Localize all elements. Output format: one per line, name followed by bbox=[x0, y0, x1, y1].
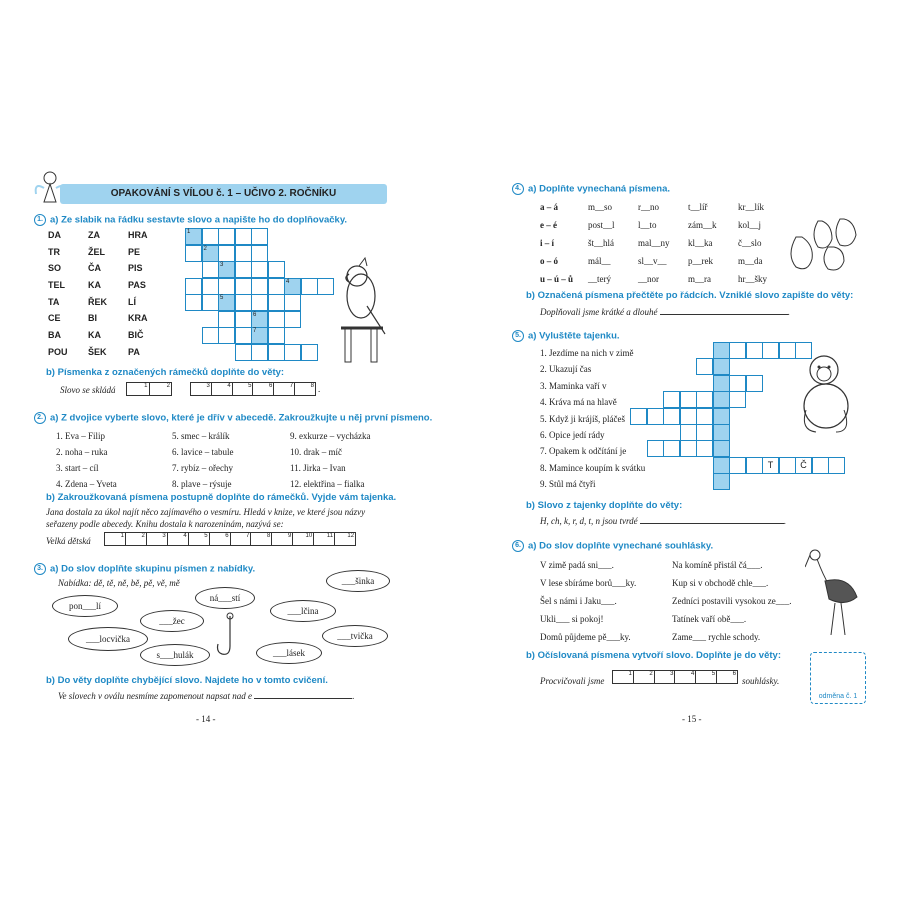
q4-word[interactable]: kr__lík bbox=[738, 202, 764, 212]
syllable-row bbox=[48, 313, 178, 330]
word-oval-9[interactable]: ___tvička bbox=[322, 625, 388, 647]
q2-number: 2. bbox=[34, 412, 46, 424]
crossword-1-cell[interactable] bbox=[268, 294, 285, 311]
syllable: POU bbox=[48, 346, 68, 357]
crossword-2-cell[interactable] bbox=[779, 342, 796, 359]
syllable: ŠEK bbox=[88, 346, 107, 357]
crossword-2-cell[interactable] bbox=[663, 440, 680, 457]
syllable: BI bbox=[88, 313, 97, 324]
answer-box-1b-5[interactable]: 7 bbox=[274, 383, 295, 395]
syllable: BA bbox=[48, 330, 61, 341]
answer-box-2-10[interactable]: 10 bbox=[293, 533, 314, 545]
answer-box-6-2[interactable]: 2 bbox=[634, 671, 655, 683]
q4-word[interactable]: mal__ny bbox=[638, 238, 670, 248]
q4-letter-pair: a – á bbox=[540, 202, 558, 212]
q2-column-2 bbox=[172, 428, 233, 492]
q5-clue-8: 8. Mamince koupím k svátku bbox=[540, 462, 646, 473]
word-oval-1[interactable]: pon___lí bbox=[52, 595, 118, 617]
syllable-row bbox=[48, 263, 178, 280]
title-banner bbox=[60, 184, 387, 204]
cell-number: 5 bbox=[220, 295, 224, 301]
q6-right-sentence-3: Zedníci postavili vysokou ze___. bbox=[672, 596, 792, 606]
crossword-1-cell[interactable] bbox=[218, 245, 235, 262]
answer-boxes-1b[interactable] bbox=[190, 382, 316, 396]
crossword-1-cell[interactable] bbox=[251, 311, 268, 328]
crossword-1-cell[interactable] bbox=[202, 245, 219, 262]
hook-icon bbox=[214, 612, 244, 662]
crossword-1-cell[interactable] bbox=[202, 278, 219, 295]
syllable: PIS bbox=[128, 263, 143, 274]
q4b-sentence: Doplňovali jsme krátké a dlouhé . bbox=[540, 307, 790, 317]
crossword-1-cell[interactable] bbox=[218, 311, 235, 328]
syllable: DA bbox=[48, 230, 61, 240]
q4b-answer-line[interactable] bbox=[660, 314, 788, 315]
crossword-2-cell[interactable] bbox=[696, 391, 713, 408]
q2-pair-2: 6. lavice – tabule bbox=[172, 447, 234, 457]
cell-number: 7 bbox=[253, 328, 257, 334]
answer-box-6-1[interactable]: 1 bbox=[613, 671, 634, 683]
crossword-2-cell[interactable] bbox=[828, 457, 845, 474]
crossword-1-cell[interactable] bbox=[202, 294, 219, 311]
syllable: PA bbox=[128, 346, 140, 357]
answer-box-6-6[interactable]: 6 bbox=[732, 671, 736, 677]
q2-pair-2: 2. noha – ruka bbox=[56, 447, 108, 457]
word-oval-5[interactable]: ___lčina bbox=[270, 600, 336, 622]
crossword-2-cell[interactable] bbox=[680, 408, 697, 425]
q4-row bbox=[540, 252, 790, 270]
q4-word[interactable]: kol__j bbox=[738, 220, 762, 230]
q5-clue-6: 6. Opice jedí rády bbox=[540, 430, 605, 441]
q4-word[interactable]: št__hlá bbox=[588, 238, 614, 248]
q2-pair-3: 11. Jirka – Ivan bbox=[290, 463, 346, 473]
crossword-2-cell[interactable] bbox=[630, 408, 647, 425]
crossword-2-cell[interactable] bbox=[762, 342, 779, 359]
crossword-1-cell[interactable] bbox=[268, 278, 285, 295]
crossword-1-cell[interactable] bbox=[284, 311, 301, 328]
answer-box-6-4[interactable]: 4 bbox=[675, 671, 696, 683]
crossword-2-cell[interactable] bbox=[713, 408, 730, 425]
syllable-row bbox=[48, 347, 178, 364]
q4-word-rows bbox=[540, 198, 790, 288]
reward-box bbox=[810, 652, 866, 704]
q2-answer-label: Velká dětská bbox=[46, 536, 91, 546]
answer-box-6-3[interactable]: 3 bbox=[655, 671, 676, 683]
answer-box-1b-4[interactable]: 6 bbox=[253, 383, 274, 395]
q5-clue-9: 9. Stůl má čtyři bbox=[540, 479, 596, 490]
answer-box-1b-3[interactable]: 5 bbox=[233, 383, 254, 395]
q6-number: 6. bbox=[512, 540, 524, 552]
answer-box-1a-2[interactable]: 2 bbox=[166, 383, 170, 389]
left-page-number: - 14 - bbox=[196, 714, 216, 724]
q6-left-sentences bbox=[540, 556, 636, 646]
crossword-1-cell[interactable] bbox=[185, 245, 202, 262]
crossword-2-cell[interactable] bbox=[713, 358, 730, 375]
answer-box-2-11[interactable]: 11 bbox=[314, 533, 335, 545]
cell-number: 1 bbox=[187, 229, 191, 235]
crossword-1-cell[interactable] bbox=[235, 245, 252, 262]
syllable: SO bbox=[48, 263, 62, 274]
crossword-1-cell[interactable] bbox=[202, 261, 219, 278]
crossword-1-cell[interactable] bbox=[251, 245, 268, 262]
q5-clue-4: 4. Kráva má na hlavě bbox=[540, 397, 617, 408]
syllable-table bbox=[48, 230, 178, 364]
syllable: TEL bbox=[48, 280, 65, 291]
q2-pair-3: 7. rybíz – ořechy bbox=[172, 463, 233, 473]
right-page-number: - 15 - bbox=[682, 714, 702, 724]
q6-right-sentence-1: Na komíně přistál čá___. bbox=[672, 560, 763, 570]
answer-box-1b-6[interactable]: 8 bbox=[310, 383, 314, 389]
q2-pair-2: 10. drak – míč bbox=[290, 447, 342, 457]
q5-clue-3: 3. Maminka vaří v bbox=[540, 380, 607, 391]
q2-pair-4: 12. elektřina – fialka bbox=[290, 479, 365, 489]
crossword-1-cell[interactable] bbox=[268, 261, 285, 278]
q2-pair-4: 8. plave – rýsuje bbox=[172, 479, 232, 489]
stork-icon bbox=[805, 545, 861, 637]
crossword-2-cell[interactable] bbox=[746, 457, 763, 474]
answer-boxes-2[interactable] bbox=[104, 532, 356, 546]
prefilled-letter: T bbox=[767, 459, 774, 470]
syllable: TA bbox=[48, 296, 60, 307]
syllable: BIČ bbox=[128, 330, 144, 341]
crossword-1-cell[interactable] bbox=[301, 278, 318, 295]
crossword-2-cell[interactable] bbox=[647, 408, 664, 425]
q2-column-3 bbox=[290, 428, 370, 492]
q4-row bbox=[540, 270, 790, 288]
q4-word[interactable]: l__to bbox=[638, 220, 657, 230]
q5-clue-2: 2. Ukazují čas bbox=[540, 364, 592, 375]
q4-heading: 4. a) Doplňte vynechaná písmena. bbox=[512, 183, 670, 195]
q5b-sentence: H, ch, k, r, d, t, n jsou tvrdé . bbox=[540, 516, 787, 526]
answer-box-1b-2[interactable]: 4 bbox=[212, 383, 233, 395]
answer-boxes-6[interactable] bbox=[612, 670, 738, 684]
crossword-1-cell[interactable] bbox=[235, 261, 252, 278]
q1b-period: . bbox=[318, 384, 321, 394]
syllable: KA bbox=[88, 330, 101, 341]
q6-right-sentence-5: Zame___ rychle schody. bbox=[672, 632, 761, 642]
crossword-2-cell[interactable] bbox=[680, 391, 697, 408]
q6-heading: 6. a) Do slov doplňte vynechané souhlásky. bbox=[512, 540, 713, 552]
cell-number: 4 bbox=[286, 278, 290, 285]
q4-word[interactable]: m__da bbox=[738, 256, 763, 266]
q4-word[interactable]: p__rek bbox=[688, 256, 713, 266]
q5b-heading: b) Slovo z tajenky doplňte do věty: bbox=[526, 500, 683, 511]
crossword-2-cell[interactable] bbox=[746, 342, 763, 359]
q2b-heading: b) Zakroužkovaná písmena postupně doplňte do rámečků. Vyjde vám tajenka. bbox=[46, 492, 397, 503]
syllable-row bbox=[48, 330, 178, 347]
crossword-1-cell[interactable] bbox=[218, 278, 235, 295]
q2-pair-4: 4. Zdena – Yveta bbox=[56, 479, 117, 489]
crossword-2-cell[interactable] bbox=[680, 440, 697, 457]
crossword-1-cell[interactable] bbox=[218, 294, 235, 311]
crossword-1-cell[interactable] bbox=[235, 294, 252, 311]
crossword-1-cell[interactable] bbox=[235, 344, 252, 361]
q4-row bbox=[540, 234, 790, 252]
crossword-1-cell[interactable] bbox=[218, 261, 235, 278]
q3b-sentence: Ve slovech v oválu nesmíme zapomenout napsat nad e . bbox=[58, 691, 355, 701]
crossword-1-cell[interactable] bbox=[251, 261, 268, 278]
q4-word[interactable]: post__l bbox=[588, 220, 615, 230]
crossword-2-cell[interactable] bbox=[713, 457, 730, 474]
q4-word[interactable]: mál__ bbox=[588, 256, 611, 266]
syllable-row bbox=[48, 297, 178, 314]
q4-word[interactable]: sl__v__ bbox=[638, 256, 667, 266]
crossword-2-cell[interactable] bbox=[795, 457, 812, 474]
monkey-icon bbox=[796, 350, 856, 436]
q1b-sentence: Slovo se skládá bbox=[60, 385, 116, 395]
syllable-row bbox=[48, 230, 178, 247]
q6-left-sentence-2: V lese sbíráme borů___ky. bbox=[540, 578, 637, 588]
q4-letter-pair: u – ú – ů bbox=[540, 274, 574, 284]
q4-word[interactable]: __terý bbox=[588, 274, 611, 284]
answer-box-2-8[interactable]: 8 bbox=[251, 533, 272, 545]
q5-clue-1: 1. Jezdíme na nich v zimě bbox=[540, 348, 634, 358]
q5-clue-5: 5. Když ji krájíš, pláčeš bbox=[540, 413, 625, 424]
crossword-2-cell[interactable] bbox=[779, 457, 796, 474]
syllable: HRA bbox=[128, 230, 148, 240]
crossword-1-cell[interactable] bbox=[185, 278, 202, 295]
q5-clue-7: 7. Opakem k odčítání je bbox=[540, 446, 627, 457]
syllable: KRA bbox=[128, 313, 148, 324]
crossword-2-cell[interactable] bbox=[713, 375, 730, 392]
word-oval-3[interactable]: ná___stí bbox=[195, 587, 255, 609]
pears-icon bbox=[784, 215, 862, 271]
word-oval-2[interactable]: ___žec bbox=[140, 610, 204, 632]
q1-heading: 1. a) Ze slabik na řádku sestavte slovo a napište ho do doplňovačky. bbox=[34, 214, 347, 226]
answer-box-2-6[interactable]: 6 bbox=[210, 533, 231, 545]
q3-heading: 3. a) Do slov doplňte skupinu písmen z nabídky. bbox=[34, 563, 255, 575]
crossword-2-cell[interactable] bbox=[729, 375, 746, 392]
word-oval-6[interactable]: ___locvička bbox=[68, 627, 148, 651]
syllable-row bbox=[48, 280, 178, 297]
crossword-1-cell[interactable] bbox=[202, 327, 219, 344]
word-oval-7[interactable]: s___hulák bbox=[140, 644, 210, 666]
crossword-grid-1 bbox=[185, 228, 345, 358]
crossword-2-cell[interactable] bbox=[647, 440, 664, 457]
crossword-1-cell[interactable] bbox=[268, 344, 285, 361]
crossword-2-cell[interactable] bbox=[729, 457, 746, 474]
crossword-2-cell[interactable] bbox=[713, 440, 730, 457]
syllable: ŽEL bbox=[88, 246, 105, 257]
answer-box-1a-1[interactable]: 1 bbox=[127, 383, 150, 395]
crossword-1-cell[interactable] bbox=[251, 344, 268, 361]
q6b-heading: b) Očíslovaná písmena vytvoří slovo. Doplňte je do věty: bbox=[526, 650, 781, 661]
crossword-2-cell[interactable] bbox=[680, 424, 697, 441]
crossword-1-cell[interactable] bbox=[185, 294, 202, 311]
syllable: TR bbox=[48, 246, 60, 257]
q6b-sentence-pre: Procvičovali jsme bbox=[540, 676, 605, 686]
q6-right-sentence-4: Tatínek vaří obě___. bbox=[672, 614, 747, 624]
q2-pair-1: 5. smec – králík bbox=[172, 431, 230, 441]
syllable: PAS bbox=[128, 280, 146, 291]
crossword-2-cell[interactable] bbox=[729, 391, 746, 408]
q4-row bbox=[540, 198, 790, 216]
crossword-1-cell[interactable] bbox=[251, 294, 268, 311]
crossword-2-cell[interactable] bbox=[746, 375, 763, 392]
q2-heading: 2. a) Z dvojice vyberte slovo, které je dřív v abecedě. Zakroužkujte u něj první písmeno. bbox=[34, 412, 432, 424]
q3b-heading: b) Do věty doplňte chybějící slovo. Najdete ho v tomto cvičení. bbox=[46, 675, 328, 686]
word-oval-8[interactable]: ___lásek bbox=[256, 642, 322, 664]
q5-number: 5. bbox=[512, 330, 524, 342]
syllable-row bbox=[48, 247, 178, 264]
crossword-2-cell[interactable] bbox=[696, 424, 713, 441]
answer-boxes-1a[interactable] bbox=[126, 382, 172, 396]
q6-left-sentence-5: Domů půjdeme pě___ky. bbox=[540, 632, 631, 642]
q1-number: 1. bbox=[34, 214, 46, 226]
crossword-1-cell[interactable] bbox=[235, 327, 252, 344]
crossword-1-cell[interactable] bbox=[235, 228, 252, 245]
answer-box-2-3[interactable]: 3 bbox=[147, 533, 168, 545]
syllable: CE bbox=[48, 313, 61, 324]
syllable: PE bbox=[128, 246, 141, 257]
q4-word[interactable]: zám__k bbox=[688, 220, 717, 230]
q2-story-line-1: Jana dostala za úkol najít něco zajímavého o vesmíru. Hledá v knize, ve které jsou názvy bbox=[46, 507, 366, 517]
crossword-2-cell[interactable] bbox=[663, 391, 680, 408]
crossword-1-cell[interactable] bbox=[268, 327, 285, 344]
answer-box-6-5[interactable]: 5 bbox=[696, 671, 717, 683]
answer-box-2-2[interactable]: 2 bbox=[126, 533, 147, 545]
crossword-2-cell[interactable] bbox=[696, 408, 713, 425]
q2-pair-1: 9. exkurze – vycházka bbox=[290, 431, 371, 441]
crossword-1-cell[interactable] bbox=[218, 228, 235, 245]
crossword-2-cell[interactable] bbox=[696, 358, 713, 375]
q4-number: 4. bbox=[512, 183, 524, 195]
q1b-heading: b) Písmenka z označených rámečků doplňte do věty: bbox=[46, 367, 285, 378]
q4-word[interactable]: __nor bbox=[638, 274, 659, 284]
q6-left-sentence-3: Šel s námi i Jaku___. bbox=[540, 596, 617, 606]
syllable: ČA bbox=[88, 263, 101, 274]
crossword-2-cell[interactable] bbox=[713, 424, 730, 441]
crossword-1-cell[interactable] bbox=[284, 344, 301, 361]
crossword-1-cell[interactable] bbox=[235, 278, 252, 295]
q4-word[interactable]: č__slo bbox=[738, 238, 762, 248]
q3-offer: Nabídka: dě, tě, ně, bě, pě, vě, mě bbox=[58, 578, 180, 588]
q5b-answer-line[interactable] bbox=[640, 523, 784, 524]
page-title: OPAKOVÁNÍ S VÍLOU č. 1 – UČIVO 2. ROČNÍKU bbox=[110, 188, 337, 199]
q6b-sentence-post: souhlásky. bbox=[742, 676, 780, 686]
syllable: KA bbox=[88, 280, 101, 291]
q2-pair-1: 1. Eva – Filip bbox=[56, 431, 105, 441]
syllable: ZA bbox=[88, 230, 100, 240]
crossword-1-cell[interactable] bbox=[202, 228, 219, 245]
crossword-1-cell[interactable] bbox=[251, 278, 268, 295]
q4-word[interactable]: hr__šky bbox=[738, 274, 767, 284]
q4-word[interactable]: m__ra bbox=[688, 274, 711, 284]
q5-heading: 5. a) Vyluštěte tajenku. bbox=[512, 330, 620, 342]
prefilled-letter: Č bbox=[800, 459, 807, 470]
crossword-1-cell[interactable] bbox=[251, 228, 268, 245]
crossword-2-cell[interactable] bbox=[713, 391, 730, 408]
crossword-1-cell[interactable] bbox=[284, 294, 301, 311]
syllable: LÍ bbox=[128, 296, 136, 307]
crossword-2-cell[interactable] bbox=[696, 440, 713, 457]
q4-word[interactable]: m__so bbox=[588, 202, 613, 212]
crossword-2-cell[interactable] bbox=[762, 457, 779, 474]
cell-number: 3 bbox=[220, 262, 224, 268]
crossword-2-cell[interactable] bbox=[713, 473, 730, 490]
cell-number: 2 bbox=[203, 245, 207, 252]
crossword-2-cell[interactable] bbox=[812, 457, 829, 474]
parrot-icon bbox=[337, 256, 397, 366]
crossword-1-cell[interactable] bbox=[235, 311, 252, 328]
q4-letter-pair: i – í bbox=[540, 238, 555, 248]
crossword-2-cell[interactable] bbox=[663, 408, 680, 425]
crossword-1-cell[interactable] bbox=[284, 278, 301, 295]
answer-box-2-4[interactable]: 4 bbox=[168, 533, 189, 545]
crossword-1-cell[interactable] bbox=[185, 228, 202, 245]
q4-letter-pair: o – ó bbox=[540, 256, 558, 266]
crossword-2-cell[interactable] bbox=[729, 342, 746, 359]
q6-left-sentence-4: Ukli___ si pokoj! bbox=[540, 614, 604, 624]
crossword-1-cell[interactable] bbox=[218, 327, 235, 344]
crossword-1-cell[interactable] bbox=[317, 278, 334, 295]
answer-box-2-5[interactable]: 5 bbox=[189, 533, 210, 545]
q6-right-sentences bbox=[672, 556, 791, 646]
q4-letter-pair: e – é bbox=[540, 220, 557, 230]
crossword-1-cell[interactable] bbox=[301, 344, 318, 361]
answer-box-2-1[interactable]: 1 bbox=[105, 533, 126, 545]
q4-word[interactable]: kl__ka bbox=[688, 238, 713, 248]
q2-story-line-2: seřazeny podle abecedy. Knihu dostala k narozeninám, nazývá se: bbox=[46, 519, 284, 529]
q4b-heading: b) Označená písmena přečtěte po řádcích. Vzniklé slovo zapište do věty: bbox=[526, 290, 854, 301]
syllable: ŘEK bbox=[88, 296, 108, 307]
answer-box-2-9[interactable]: 9 bbox=[272, 533, 293, 545]
reward-label: odměna č. 1 bbox=[818, 693, 858, 700]
crossword-1-cell[interactable] bbox=[268, 311, 285, 328]
answer-box-2-7[interactable]: 7 bbox=[231, 533, 252, 545]
answer-box-2-12[interactable]: 12 bbox=[347, 533, 355, 539]
q2-pair-3: 3. start – cíl bbox=[56, 463, 99, 473]
cell-number: 6 bbox=[253, 311, 257, 318]
q3b-answer-line[interactable] bbox=[254, 698, 352, 699]
q6-left-sentence-1: V zimě padá sni___. bbox=[540, 560, 614, 570]
q4-word[interactable]: t__líř bbox=[688, 202, 708, 212]
q6-right-sentence-2: Kup si v obchodě chle___. bbox=[672, 578, 769, 588]
q2-column-1 bbox=[56, 428, 117, 492]
q4-row bbox=[540, 216, 790, 234]
crossword-1-cell[interactable] bbox=[251, 327, 268, 344]
q4-word[interactable]: r__no bbox=[638, 202, 659, 212]
q3-number: 3. bbox=[34, 563, 46, 575]
word-oval-4[interactable]: ___šinka bbox=[326, 570, 390, 592]
answer-box-1b-1[interactable]: 3 bbox=[191, 383, 212, 395]
crossword-2-cell[interactable] bbox=[713, 342, 730, 359]
